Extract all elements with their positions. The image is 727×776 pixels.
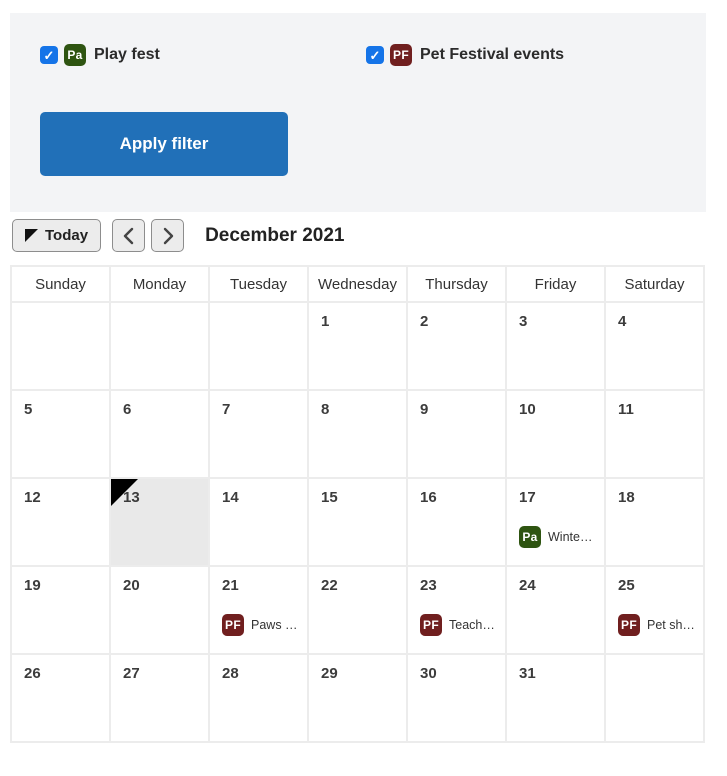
calendar-day-cell: [506, 390, 605, 478]
weekday-header: Sunday: [11, 266, 110, 302]
today-button-label: Today: [45, 227, 89, 244]
calendar-day-cell: [407, 390, 506, 478]
day-number: 12: [24, 489, 41, 506]
calendar-day-cell: [605, 566, 704, 654]
calendar-week-row: [11, 302, 704, 390]
calendar-week-row: [11, 390, 704, 478]
calendar-day-cell: [308, 478, 407, 566]
today-button[interactable]: [12, 219, 101, 252]
calendar-day-cell: [407, 478, 506, 566]
calendar-day-cell: [506, 478, 605, 566]
calendar-week-row: [11, 478, 704, 566]
calendar-day-cell: [110, 390, 209, 478]
prev-month-button[interactable]: [112, 219, 145, 252]
calendar-day-cell: [110, 478, 209, 566]
calendar-day-cell: [506, 566, 605, 654]
calendar-grid: [10, 265, 705, 743]
weekday-header: Monday: [110, 266, 209, 302]
calendar-day-cell: [209, 654, 308, 742]
day-number: 29: [321, 665, 338, 682]
calendar-day-cell: [209, 478, 308, 566]
day-number: 18: [618, 489, 635, 506]
calendar-day-cell: [605, 302, 704, 390]
event-type-badge: Pa: [519, 526, 541, 548]
calendar-day-cell: [407, 566, 506, 654]
calendar-day-cell: [110, 302, 209, 390]
calendar-day-cell: [308, 654, 407, 742]
day-number: 17: [519, 489, 536, 506]
checkmark-icon: ✓: [369, 47, 381, 63]
pet-festival-badge: PF: [390, 44, 412, 66]
pet-festival-label: Pet Festival events: [420, 46, 565, 63]
today-flag-icon: [25, 229, 38, 242]
day-number: 10: [519, 401, 536, 418]
chevron-left-icon: [122, 227, 136, 245]
calendar-day-cell: [506, 654, 605, 742]
calendar-day-cell: [11, 566, 110, 654]
day-number: 13: [123, 489, 140, 506]
day-number: 14: [222, 489, 239, 506]
calendar-event[interactable]: [618, 614, 701, 636]
event-type-badge: PF: [222, 614, 244, 636]
checkmark-icon: ✓: [43, 47, 55, 63]
calendar-day-cell: [308, 302, 407, 390]
day-number: 26: [24, 665, 41, 682]
month-title: December 2021: [205, 224, 345, 246]
pet-festival-checkbox[interactable]: [366, 46, 384, 64]
calendar-day-cell: [110, 654, 209, 742]
calendar-day-cell: [308, 566, 407, 654]
calendar-day-cell: [506, 302, 605, 390]
day-number: 11: [618, 401, 634, 418]
calendar-event[interactable]: [519, 526, 602, 548]
event-title: Teach…: [449, 618, 495, 632]
day-number: 15: [321, 489, 338, 506]
event-title: Paws …: [251, 618, 298, 632]
day-number: 25: [618, 577, 635, 594]
calendar-day-cell: [209, 390, 308, 478]
filter-row: [40, 44, 564, 66]
calendar-day-cell: [605, 478, 704, 566]
day-number: 23: [420, 577, 437, 594]
day-number: 5: [24, 401, 33, 418]
day-number: 30: [420, 665, 437, 682]
calendar-day-cell: [407, 302, 506, 390]
calendar-day-cell: [110, 566, 209, 654]
day-number: 1: [321, 313, 330, 330]
calendar-day-cell: [11, 390, 110, 478]
calendar-day-cell: [209, 302, 308, 390]
day-number: 22: [321, 577, 338, 594]
filter-pet-festival[interactable]: [366, 44, 564, 66]
filter-panel: [10, 13, 706, 212]
day-number: 19: [24, 577, 41, 594]
calendar-toolbar: [12, 219, 345, 252]
day-number: 31: [519, 665, 536, 682]
day-number: 28: [222, 665, 239, 682]
day-number: 6: [123, 401, 132, 418]
calendar-day-cell: [407, 654, 506, 742]
day-number: 4: [618, 313, 627, 330]
day-number: 8: [321, 401, 330, 418]
day-number: 7: [222, 401, 231, 418]
event-title: Pet sh…: [647, 618, 695, 632]
day-number: 2: [420, 313, 429, 330]
calendar-day-cell: [11, 654, 110, 742]
filter-play-fest[interactable]: [40, 44, 366, 66]
calendar-week-row: [11, 566, 704, 654]
weekday-header: Wednesday: [308, 266, 407, 302]
weekday-header: Friday: [506, 266, 605, 302]
day-number: 3: [519, 313, 528, 330]
chevron-right-icon: [161, 227, 175, 245]
day-number: 21: [222, 577, 239, 594]
calendar-day-cell: [605, 390, 704, 478]
calendar-event[interactable]: [222, 614, 305, 636]
day-number: 27: [123, 665, 140, 682]
calendar-day-cell: [605, 654, 704, 742]
calendar-day-cell: [308, 390, 407, 478]
weekday-header-row: [11, 266, 704, 302]
calendar-week-row: [11, 654, 704, 742]
day-number: 20: [123, 577, 140, 594]
calendar-day-cell: [11, 478, 110, 566]
calendar-event[interactable]: [420, 614, 503, 636]
day-number: 9: [420, 401, 429, 418]
weekday-header: Saturday: [605, 266, 704, 302]
weekday-header: Tuesday: [209, 266, 308, 302]
play-fest-label: Play fest: [94, 46, 160, 63]
play-fest-checkbox[interactable]: [40, 46, 58, 64]
day-number: 24: [519, 577, 536, 594]
play-fest-badge: Pa: [64, 44, 86, 66]
event-title: Winte…: [548, 530, 593, 544]
weekday-header: Thursday: [407, 266, 506, 302]
day-number: 16: [420, 489, 437, 506]
event-type-badge: PF: [420, 614, 442, 636]
calendar-day-cell: [209, 566, 308, 654]
apply-filter-button[interactable]: Apply filter: [40, 112, 288, 176]
calendar-day-cell: [11, 302, 110, 390]
next-month-button[interactable]: [151, 219, 184, 252]
event-type-badge: PF: [618, 614, 640, 636]
